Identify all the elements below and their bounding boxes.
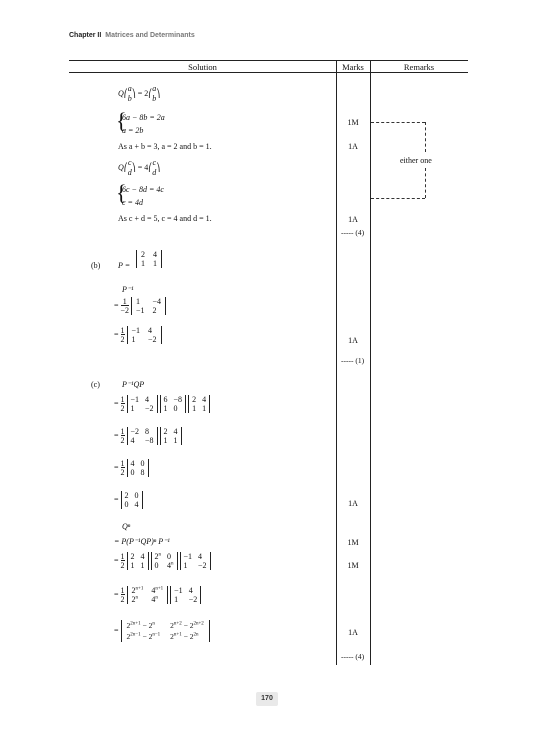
matrix-expression: = 1 2 −1 4 1 −2 6 −8 1 0 2 4 1 1 (114, 395, 210, 413)
table-top-rule (69, 60, 468, 61)
mark-cell: 1A (348, 215, 358, 224)
mark-cell: 1M (347, 118, 359, 127)
part-label: (b) (91, 261, 101, 270)
remark-text: either one (400, 156, 432, 165)
solution-line: = P(P⁻¹QP)ⁿ P⁻¹ (114, 537, 170, 546)
header-solution: Solution (188, 62, 217, 72)
subtotal: ----- (1) (341, 356, 365, 365)
matrix-expression: = 2 0 0 4 (114, 491, 143, 509)
brace: { (116, 108, 127, 133)
mark-cell: 1M (347, 538, 359, 547)
mark-cell: 1A (348, 336, 358, 345)
page-number: 170 (256, 692, 278, 706)
chapter-title: Matrices and Determinants (105, 32, 195, 39)
matrix-expression: = 1 2 $2^{n+1}$ $4^{n+1}$ 2$^n$ $4^n -1$ 4 1 −2 (114, 586, 201, 604)
mark-cell: 1A (348, 142, 358, 151)
solution-line: Qⁿ (122, 522, 131, 531)
remark-bracket-side (425, 168, 426, 198)
solution-line: 6c − 8d = 4c (122, 185, 164, 194)
chapter-header (69, 32, 195, 39)
matrix-expression: = $2^{2n+1} - 2^n$ $2^{n+2} - 2^{2n+2}$ $2^{2n-1} - 2^{n-1}$ $2^{n+1} - 2^{2n}$ (114, 620, 210, 642)
mark-cell: 1A (348, 628, 358, 637)
brace: { (116, 180, 127, 205)
col-divider-remarks (370, 60, 371, 665)
mark-cell: 1A (348, 499, 358, 508)
solution-line: a = 2b (122, 126, 144, 135)
matrix-expression: = 1 2 2 4 1 1 2$^n$ 0 0 $4^n -1$ 4 1 −2 (114, 552, 211, 570)
mark-cell: 1M (347, 561, 359, 570)
solution-line: P⁻¹QP (122, 380, 145, 389)
matrix-expression: = 1 2 −1 4 1 −2 (114, 326, 162, 344)
remark-bracket-bottom (371, 198, 425, 199)
solution-line: Q⎛c d⎞ = 4⎛c d⎞ (118, 158, 161, 177)
solution-line: 6a − 8b = 2a (122, 113, 165, 122)
chapter-number: Chapter II (69, 32, 102, 39)
solution-line: As a + b = 3, a = 2 and b = 1. (118, 142, 212, 151)
matrix-expression: = 1 −2 1 −4 −1 2 (114, 297, 166, 315)
table-header-rule (69, 72, 468, 73)
solution-line: c = 4d (122, 198, 143, 207)
solution-line: Q⎛a b⎞ = 2⎛a b⎞ (118, 84, 161, 103)
matrix-expression: = 1 2 4 0 0 8 (114, 459, 149, 477)
subtotal: ----- (4) (341, 652, 365, 661)
matrix: 2 4 1 1 (136, 250, 162, 268)
header-marks: Marks (342, 62, 364, 72)
solution-line: P⁻¹ (122, 285, 134, 294)
matrix-expression: = 1 2 −2 8 4 −8 2 4 1 1 (114, 427, 182, 445)
header-remarks: Remarks (403, 62, 435, 72)
remark-bracket-side (425, 122, 426, 152)
col-divider-marks (336, 60, 337, 665)
remark-bracket-top (371, 122, 425, 123)
part-label: (c) (91, 380, 100, 389)
solution-line: As c + d = 5, c = 4 and d = 1. (118, 214, 212, 223)
subtotal: ----- (4) (341, 228, 365, 237)
solution-line: P = (118, 261, 131, 270)
